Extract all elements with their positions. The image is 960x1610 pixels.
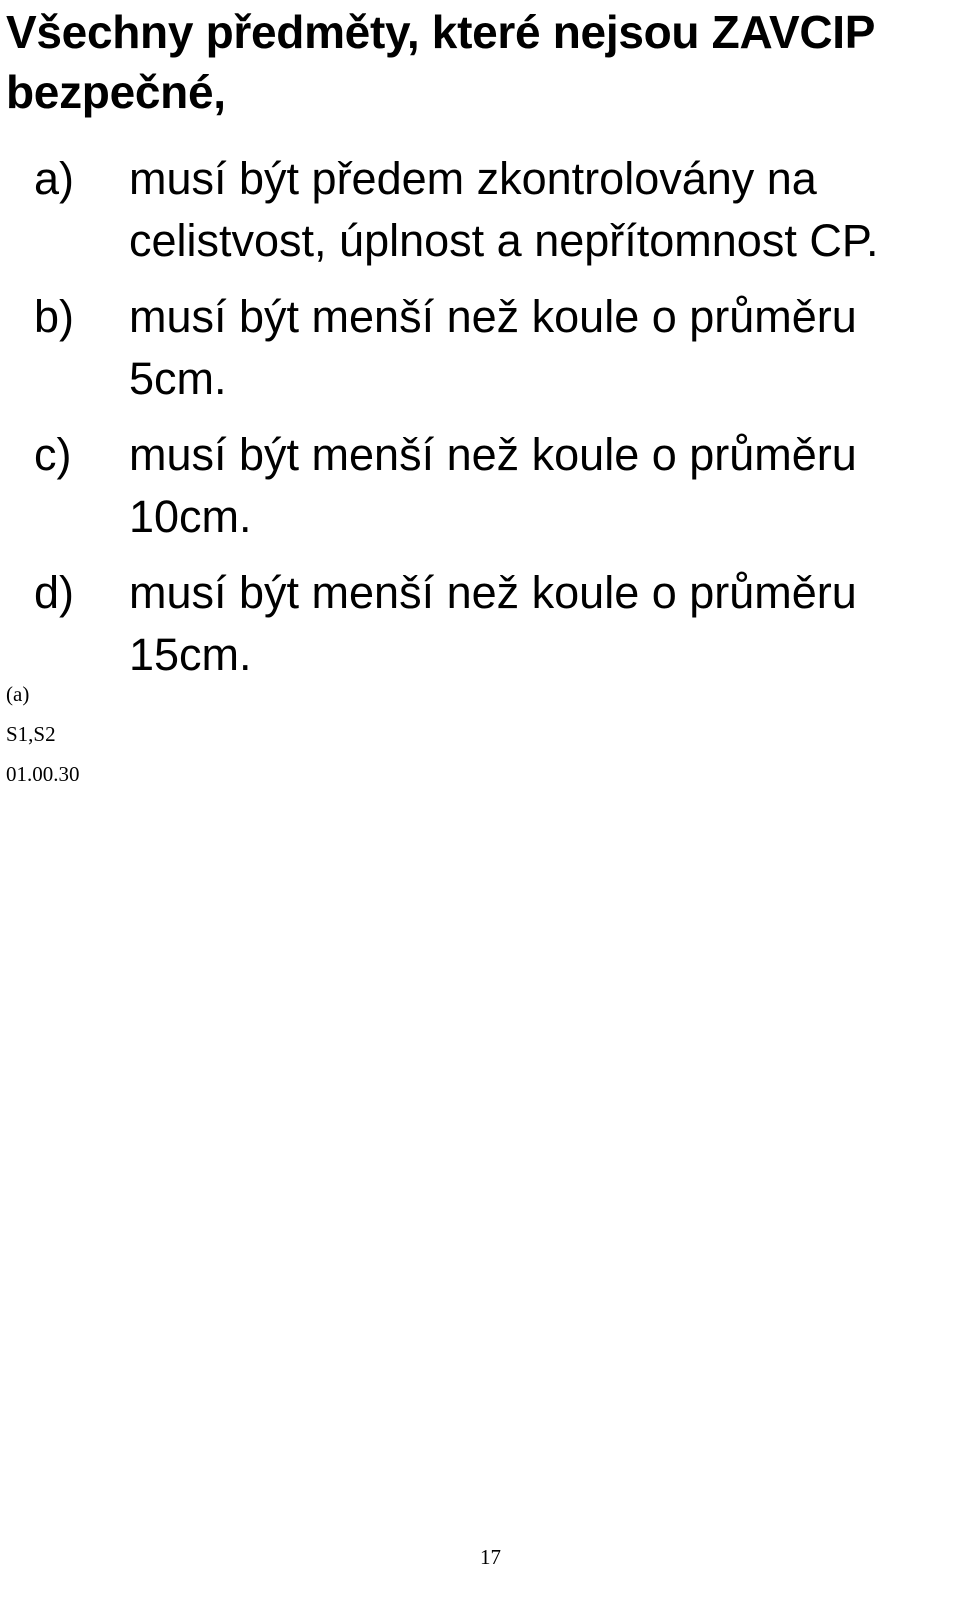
option-d (0, 562, 960, 686)
option-text: musí být menší než koule o průměru 10cm. (129, 429, 857, 542)
question-code: 01.00.30 (6, 762, 80, 786)
page-number: 17 (480, 1545, 501, 1569)
option-text: musí být menší než koule o průměru 15cm. (129, 567, 857, 680)
sections-label: S1,S2 (6, 722, 56, 746)
option-a (0, 148, 960, 272)
option-marker: b) (34, 291, 75, 342)
option-marker: c) (34, 429, 72, 480)
question-metadata (6, 674, 80, 794)
option-marker: d) (34, 567, 75, 618)
question-text: Všechny předměty, které nejsou ZAVCIP bezpečné, (6, 6, 875, 118)
option-text: musí být menší než koule o průměru 5cm. (129, 291, 857, 404)
option-marker: a) (34, 153, 75, 204)
option-text: musí být předem zkontrolovány na celistvost, úplnost a nepřítomnost CP. (129, 153, 879, 266)
answer-options (0, 148, 960, 700)
option-b (0, 286, 960, 410)
option-c (0, 424, 960, 548)
correct-answer: (a) (6, 682, 30, 706)
